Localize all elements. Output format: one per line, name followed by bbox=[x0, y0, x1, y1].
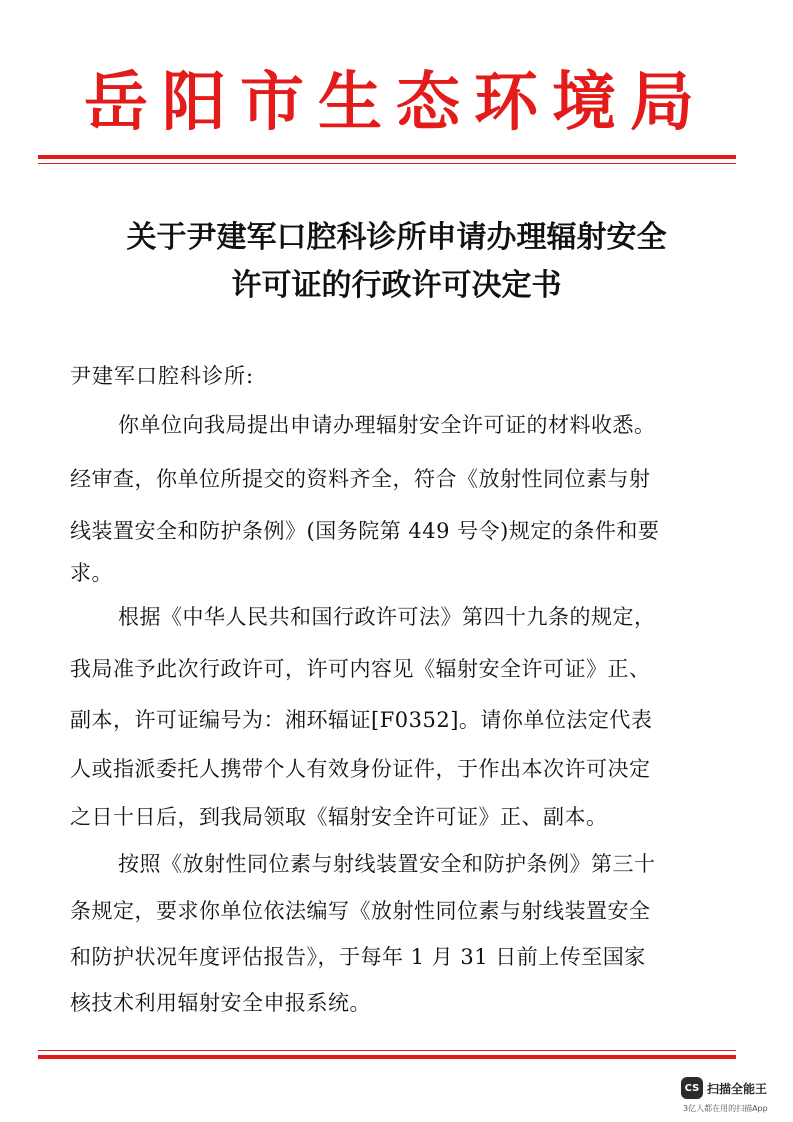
document-title-line-1: 关于尹建军口腔科诊所申请办理辐射安全 bbox=[126, 220, 667, 255]
footer-rule-thick bbox=[38, 1055, 736, 1059]
body-line: 按照《放射性同位素与射线装置安全和防护条例》第三十 bbox=[118, 852, 656, 876]
body-line: 我局准予此次行政许可，许可内容见《辐射安全许可证》正、 bbox=[70, 657, 651, 681]
footer-rule-thin bbox=[38, 1050, 736, 1051]
body-line: 线装置安全和防护条例》(国务院第 449 号令)规定的条件和要 bbox=[70, 519, 660, 543]
body-line: 副本，许可证编号为：湘环辐证[F0352]。请你单位法定代表 bbox=[70, 708, 653, 732]
camscanner-logo-icon: CS bbox=[681, 1077, 703, 1099]
body-line: 根据《中华人民共和国行政许可法》第四十九条的规定， bbox=[118, 605, 656, 629]
watermark-brand-name: 扫描全能王 bbox=[707, 1081, 768, 1096]
letterhead-rule-thin bbox=[38, 163, 736, 164]
body-line: 之日十日后，到我局领取《辐射安全许可证》正、副本。 bbox=[70, 805, 608, 829]
salutation: 尹建军口腔科诊所: bbox=[70, 364, 255, 388]
letterhead-rule-thick bbox=[38, 155, 736, 159]
body-line: 你单位向我局提出申请办理辐射安全许可证的材料收悉。 bbox=[118, 413, 656, 437]
body-line: 求。 bbox=[70, 561, 113, 585]
body-line: 和防护状况年度评估报告》，于每年 1 月 31 日前上传至国家 bbox=[70, 945, 646, 969]
body-line: 条规定，要求你单位依法编写《放射性同位素与射线装置安全 bbox=[70, 899, 651, 923]
watermark-tagline: 3亿人都在用的扫描App bbox=[683, 1104, 768, 1113]
body-line: 人或指派委托人携带个人有效身份证件，于作出本次许可决定 bbox=[70, 757, 651, 781]
document-title-line-2: 许可证的行政许可决定书 bbox=[231, 268, 562, 303]
body-line: 经审查，你单位所提交的资料齐全，符合《放射性同位素与射 bbox=[70, 467, 651, 491]
body-line: 核技术利用辐射安全申报系统。 bbox=[70, 991, 371, 1015]
scanner-watermark bbox=[681, 1077, 767, 1099]
letterhead-org-name: 岳阳市生态环境局 bbox=[84, 66, 708, 140]
